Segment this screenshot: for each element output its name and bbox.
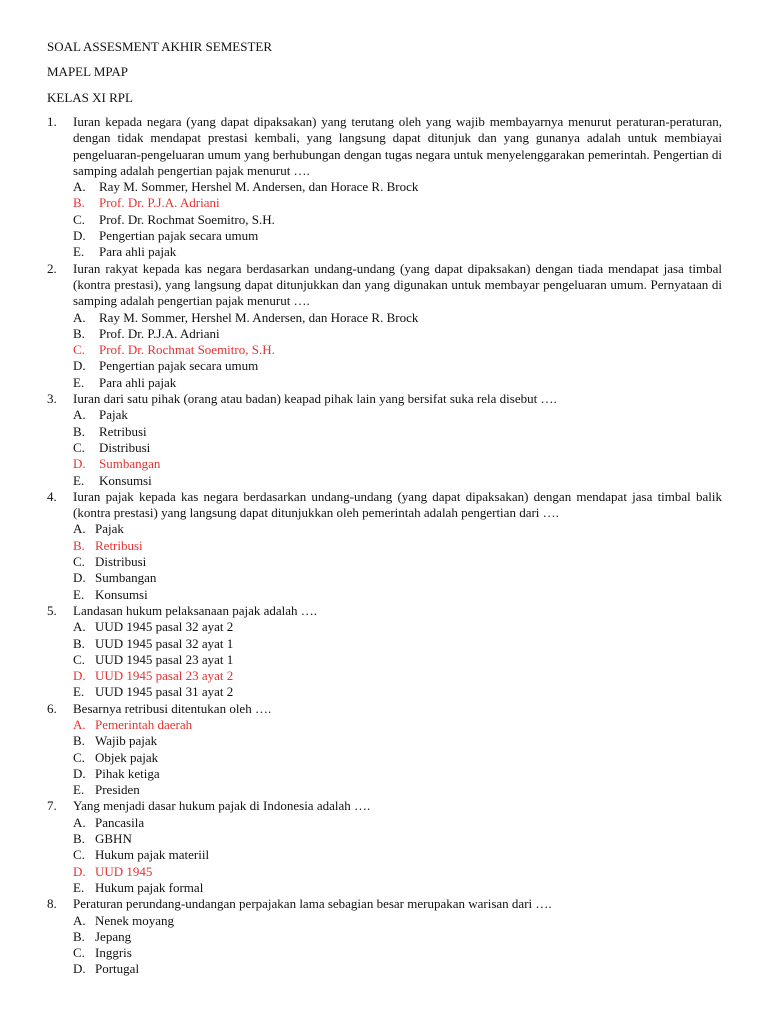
option-text: Pajak (95, 521, 124, 537)
option-list (73, 717, 722, 798)
question-item (47, 391, 722, 489)
option-text: Presiden (95, 782, 140, 798)
question-text: Yang menjadi dasar hukum pajak di Indonesia adalah …. (73, 798, 371, 814)
option-text: Distribusi (99, 439, 151, 455)
answer-option (73, 961, 722, 977)
option-letter: B. (73, 423, 85, 439)
option-text: Ray M. Sommer, Hershel M. Andersen, dan Horace R. Brock (99, 179, 419, 195)
answer-option (73, 880, 722, 896)
answer-option (73, 652, 722, 668)
answer-option (73, 179, 722, 195)
option-letter: A. (73, 179, 86, 195)
question-item (47, 603, 722, 701)
option-letter: A. (73, 407, 86, 423)
option-text: Prof. Dr. P.J.A. Adriani (99, 195, 220, 211)
option-text: Para ahli pajak (99, 374, 177, 390)
option-list (73, 913, 722, 978)
option-text: Para ahli pajak (99, 244, 177, 260)
option-letter: B. (73, 195, 85, 211)
option-text: Prof. Dr. Rochmat Soemitro, S.H. (99, 211, 275, 227)
option-letter: C. (73, 439, 85, 455)
question-item (47, 798, 722, 896)
option-letter: E. (73, 879, 85, 895)
answer-option (73, 326, 722, 342)
option-text: Sumbangan (99, 456, 161, 472)
option-letter: E. (73, 684, 85, 700)
option-text: Pengertian pajak secara umum (99, 358, 259, 374)
answer-option (73, 375, 722, 391)
option-letter: E. (73, 244, 85, 260)
option-letter: C. (73, 945, 85, 961)
answer-option (73, 587, 722, 603)
option-list (73, 521, 722, 602)
answer-option (73, 945, 722, 961)
answer-option (73, 212, 722, 228)
answer-option (73, 847, 722, 863)
option-text: Konsumsi (95, 586, 148, 602)
option-text: Pihak ketiga (95, 765, 160, 781)
question-text: Peraturan perundang-undangan perpajakan lama sebagian besar merupakan warisan dari …. (73, 896, 552, 912)
answer-option-correct (73, 342, 722, 358)
option-text: Nenek moyang (95, 912, 175, 928)
question-item (47, 896, 722, 977)
answer-option (73, 782, 722, 798)
option-letter: B. (73, 831, 85, 847)
option-letter: A. (73, 619, 86, 635)
answer-option-correct (73, 538, 722, 554)
option-text: Hukum pajak formal (95, 879, 204, 895)
option-text: Objek pajak (95, 749, 159, 765)
answer-option-correct (73, 864, 722, 880)
option-letter: B. (73, 325, 85, 341)
answer-option-correct (73, 456, 722, 472)
option-text: Hukum pajak materiil (95, 847, 210, 863)
option-letter: A. (73, 309, 86, 325)
question-number: 2. (47, 260, 57, 276)
question-item (47, 489, 722, 603)
option-letter: A. (73, 716, 86, 732)
question-number: 7. (47, 798, 57, 814)
answer-option (73, 424, 722, 440)
answer-option (73, 815, 722, 831)
option-letter: C. (73, 651, 85, 667)
question-text: Besarnya retribusi ditentukan oleh …. (73, 700, 272, 716)
option-text: Retribusi (99, 423, 147, 439)
answer-option (73, 440, 722, 456)
answer-option (73, 733, 722, 749)
option-text: Prof. Dr. Rochmat Soemitro, S.H. (99, 342, 275, 358)
option-text: Pajak (99, 407, 128, 423)
answer-option (73, 407, 722, 423)
option-text: UUD 1945 pasal 23 ayat 2 (95, 668, 234, 684)
answer-option (73, 244, 722, 260)
answer-option (73, 358, 722, 374)
option-text: Wajib pajak (95, 733, 158, 749)
option-letter: E. (73, 374, 85, 390)
question-number: 3. (47, 391, 57, 407)
answer-option (73, 310, 722, 326)
question-text: Iuran rakyat kepada kas negara berdasarkan undang-undang (yang dapat dipaksakan) dengan tiada mendapat jasa timbal (kontra prestasi), yang langsung dapat ditunjukkan dan yang digunakan untuk membayar pengeluaran umum. Pernyataan di samping adalah pengertian pajak menurut …. (73, 260, 722, 309)
question-number: 1. (47, 114, 57, 129)
question-item (47, 701, 722, 799)
option-list (73, 815, 722, 896)
option-text: GBHN (95, 831, 132, 847)
option-text: Retribusi (95, 537, 143, 553)
option-letter: D. (73, 358, 86, 374)
option-text: Pancasila (95, 814, 145, 830)
option-letter: A. (73, 521, 86, 537)
option-text: UUD 1945 pasal 23 ayat 1 (95, 651, 234, 667)
answer-option (73, 473, 722, 489)
option-letter: D. (73, 765, 86, 781)
option-letter: B. (73, 635, 85, 651)
option-letter: D. (73, 961, 86, 977)
option-letter: D. (73, 668, 86, 684)
answer-option (73, 766, 722, 782)
option-text: Sumbangan (95, 570, 157, 586)
option-letter: B. (73, 537, 85, 553)
option-letter: A. (73, 814, 86, 830)
question-number: 4. (47, 488, 57, 504)
option-letter: C. (73, 211, 85, 227)
question-text: Iuran dari satu pihak (orang atau badan) keapad pihak lain yang bersifat suka rela disebut …. (73, 391, 557, 407)
question-text: Landasan hukum pelaksanaan pajak adalah …. (73, 602, 318, 618)
option-letter: D. (73, 863, 86, 879)
option-text: UUD 1945 pasal 32 ayat 1 (95, 635, 234, 651)
option-text: Ray M. Sommer, Hershel M. Andersen, dan Horace R. Brock (99, 309, 419, 325)
question-number: 5. (47, 602, 57, 618)
option-list (73, 407, 722, 488)
option-text: Jepang (95, 928, 132, 944)
question-text: Iuran pajak kepada kas negara berdasarkan undang-undang (yang dapat dipaksakan) dengan mendapat jasa timbal balik (kontra prestasi) yang langsung dapat ditunjukkan oleh pemerintah adalah pengertian dari …. (73, 488, 722, 521)
question-item (47, 261, 722, 391)
answer-option (73, 619, 722, 635)
option-letter: D. (73, 570, 86, 586)
option-text: Konsumsi (99, 472, 152, 488)
option-letter: C. (73, 342, 85, 358)
option-letter: B. (73, 733, 85, 749)
option-text: Prof. Dr. P.J.A. Adriani (99, 325, 220, 341)
answer-option (73, 521, 722, 537)
answer-option (73, 570, 722, 586)
class-line: KELAS XI RPL (47, 90, 133, 105)
option-text: UUD 1945 pasal 31 ayat 2 (95, 684, 234, 700)
option-text: Inggris (95, 945, 132, 961)
answer-option (73, 831, 722, 847)
answer-option (73, 929, 722, 945)
answer-option (73, 684, 722, 700)
answer-option-correct (73, 717, 722, 733)
answer-option (73, 636, 722, 652)
option-text: Pengertian pajak secara umum (99, 228, 259, 244)
answer-option (73, 913, 722, 929)
option-text: UUD 1945 pasal 32 ayat 2 (95, 619, 234, 635)
option-text: Pemerintah daerah (95, 716, 193, 732)
option-letter: C. (73, 749, 85, 765)
option-letter: B. (73, 928, 85, 944)
option-letter: C. (73, 847, 85, 863)
question-list (47, 114, 722, 978)
document-title: SOAL ASSESMENT AKHIR SEMESTER (47, 39, 273, 54)
answer-option (73, 228, 722, 244)
option-letter: D. (73, 456, 86, 472)
option-letter: A. (73, 912, 86, 928)
option-text: Portugal (95, 961, 140, 977)
option-letter: E. (73, 586, 85, 602)
answer-option (73, 554, 722, 570)
question-text: Iuran kepada negara (yang dapat dipaksakan) yang terutang oleh yang wajib membayarnya menurut peraturan-peraturan, dengan tidak mendapat prestasi kembali, yang langsung dapat ditunjuk dan yang gunanya adalah untuk membiayai pengeluaran-pengeluaran umum yang berhubungan dengan tugas negara untuk menyelenggarakan pemerintah. Pengertian di samping adalah pengertian pajak menurut …. (73, 114, 722, 178)
question-number: 8. (47, 896, 57, 912)
option-list (73, 619, 722, 700)
answer-option (73, 750, 722, 766)
option-letter: E. (73, 472, 85, 488)
answer-option-correct (73, 195, 722, 211)
question-number: 6. (47, 700, 57, 716)
option-text: Distribusi (95, 554, 147, 570)
option-letter: E. (73, 782, 85, 798)
subject-line: MAPEL MPAP (47, 64, 129, 79)
option-letter: D. (73, 228, 86, 244)
answer-option-correct (73, 668, 722, 684)
option-text: UUD 1945 (95, 863, 153, 879)
question-item (47, 114, 722, 261)
option-list (73, 179, 722, 260)
option-letter: C. (73, 554, 85, 570)
option-list (73, 310, 722, 391)
